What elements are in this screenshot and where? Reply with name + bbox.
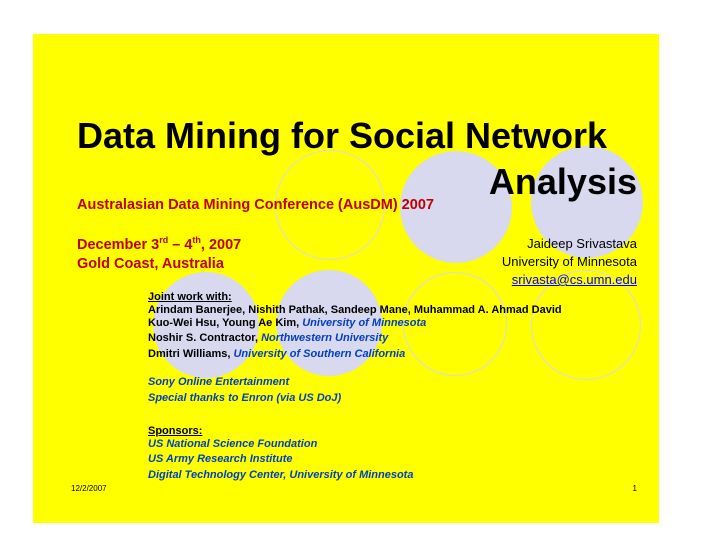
joint-work-names-1: Arindam Banerjee, Nishith Pathak, Sandeep Mane, Muhammad A. Ahmad David	[148, 304, 562, 316]
speaker-email-link[interactable]: srivasta@cs.umn.edu	[511, 272, 637, 287]
slide-title-line2: Analysis	[488, 161, 637, 202]
sponsors-heading: Sponsors:	[148, 425, 203, 437]
speaker-name: Jaideep Srivastava	[527, 236, 637, 251]
joint-work-names-4: Dmitri Williams, University of Southern California	[148, 348, 406, 360]
collab-enron: Special thanks to Enron (via US DoJ)	[148, 392, 342, 404]
slide-title-line1: Data Mining for Social Network	[77, 115, 608, 156]
slide	[33, 34, 659, 523]
joint-work-names-3: Noshir S. Contractor, Northwestern University	[148, 332, 389, 344]
conference-name: Australasian Data Mining Conference (AusDM) 2007	[77, 197, 434, 213]
joint-work-heading: Joint work with:	[148, 291, 232, 303]
sponsor-item: US Army Research Institute	[148, 453, 293, 465]
footer-date: 12/2/2007	[71, 484, 107, 493]
event-location: Gold Coast, Australia	[77, 256, 224, 272]
slide-number: 1	[632, 484, 637, 493]
sponsor-item: Digital Technology Center, University of Minnesota	[148, 469, 414, 481]
collab-sony: Sony Online Entertainment	[148, 376, 290, 388]
speaker-affiliation: University of Minnesota	[501, 254, 637, 269]
sponsor-item: US National Science Foundation	[148, 438, 318, 450]
event-date: December 3rd – 4th, 2007	[77, 235, 242, 253]
joint-work-names-2: Kuo-Wei Hsu, Young Ae Kim, University of Minnesota	[148, 317, 427, 329]
